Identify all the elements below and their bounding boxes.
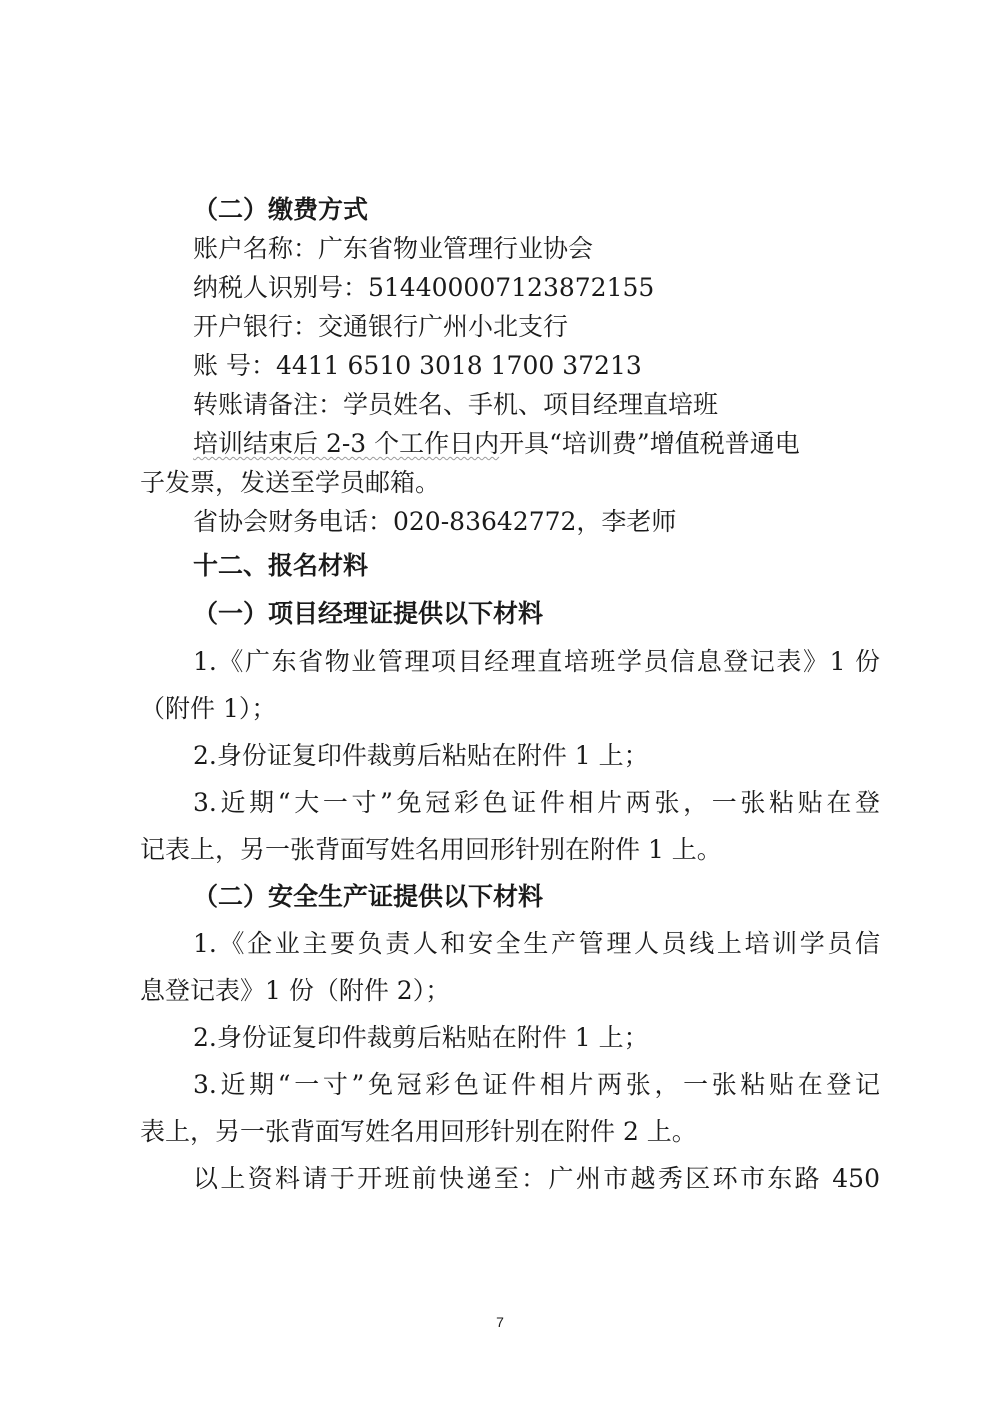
bank-name: 开户银行：交通银行广州小北支行 bbox=[193, 312, 569, 341]
invoice-note-line-1 bbox=[193, 429, 880, 459]
page-number: 7 bbox=[496, 1314, 504, 1330]
account-number: 账 号：4411 6510 3018 1700 37213 bbox=[193, 351, 642, 380]
taxpayer-id: 纳税人识别号：514400007123872155 bbox=[193, 273, 655, 302]
registration-materials-heading: 十二、报名材料 bbox=[193, 551, 369, 580]
project-manager-materials-heading: （一）项目经理证提供以下材料 bbox=[193, 599, 544, 628]
account-name: 账户名称：广东省物业管理行业协会 bbox=[193, 234, 594, 263]
finance-phone: 省协会财务电话：020-83642772，李老师 bbox=[193, 507, 677, 536]
payment-method-heading: （二）缴费方式 bbox=[193, 195, 369, 224]
safety-item-1-line-2: 息登记表》1 份（附件 2）； bbox=[140, 976, 451, 1005]
safety-item-1-line-1: 1.《企业主要负责人和安全生产管理人员线上培训学员信 bbox=[193, 929, 880, 958]
invoice-timing-underlined: 培训结束后 2-3 个工作日内 bbox=[193, 429, 500, 458]
pm-item-1-line-2: （附件 1）； bbox=[140, 694, 277, 723]
safety-item-3-line-1: 3.近期“一寸”免冠彩色证件相片两张，一张粘贴在登记 bbox=[193, 1070, 880, 1099]
pm-item-2: 2.身份证复印件裁剪后粘贴在附件 1 上； bbox=[193, 741, 649, 770]
mailing-address: 以上资料请于开班前快递至：广州市越秀区环市东路 450 bbox=[193, 1164, 880, 1193]
safety-item-2: 2.身份证复印件裁剪后粘贴在附件 1 上； bbox=[193, 1023, 649, 1052]
invoice-note-rest: 开具“培训费”增值税普通电 bbox=[499, 429, 800, 458]
pm-item-3-line-2: 记表上，另一张背面写姓名用回形针别在附件 1 上。 bbox=[140, 835, 722, 864]
transfer-note: 转账请备注：学员姓名、手机、项目经理直培班 bbox=[193, 390, 719, 419]
invoice-note-line-2: 子发票，发送至学员邮箱。 bbox=[140, 468, 441, 497]
safety-item-3-line-2: 表上，另一张背面写姓名用回形针别在附件 2 上。 bbox=[140, 1117, 697, 1146]
pm-item-1-line-1: 1.《广东省物业管理项目经理直培班学员信息登记表》1 份 bbox=[193, 647, 880, 676]
pm-item-3-line-1: 3.近期“大一寸”免冠彩色证件相片两张，一张粘贴在登 bbox=[193, 788, 880, 817]
safety-materials-heading: （二）安全生产证提供以下材料 bbox=[193, 882, 544, 911]
